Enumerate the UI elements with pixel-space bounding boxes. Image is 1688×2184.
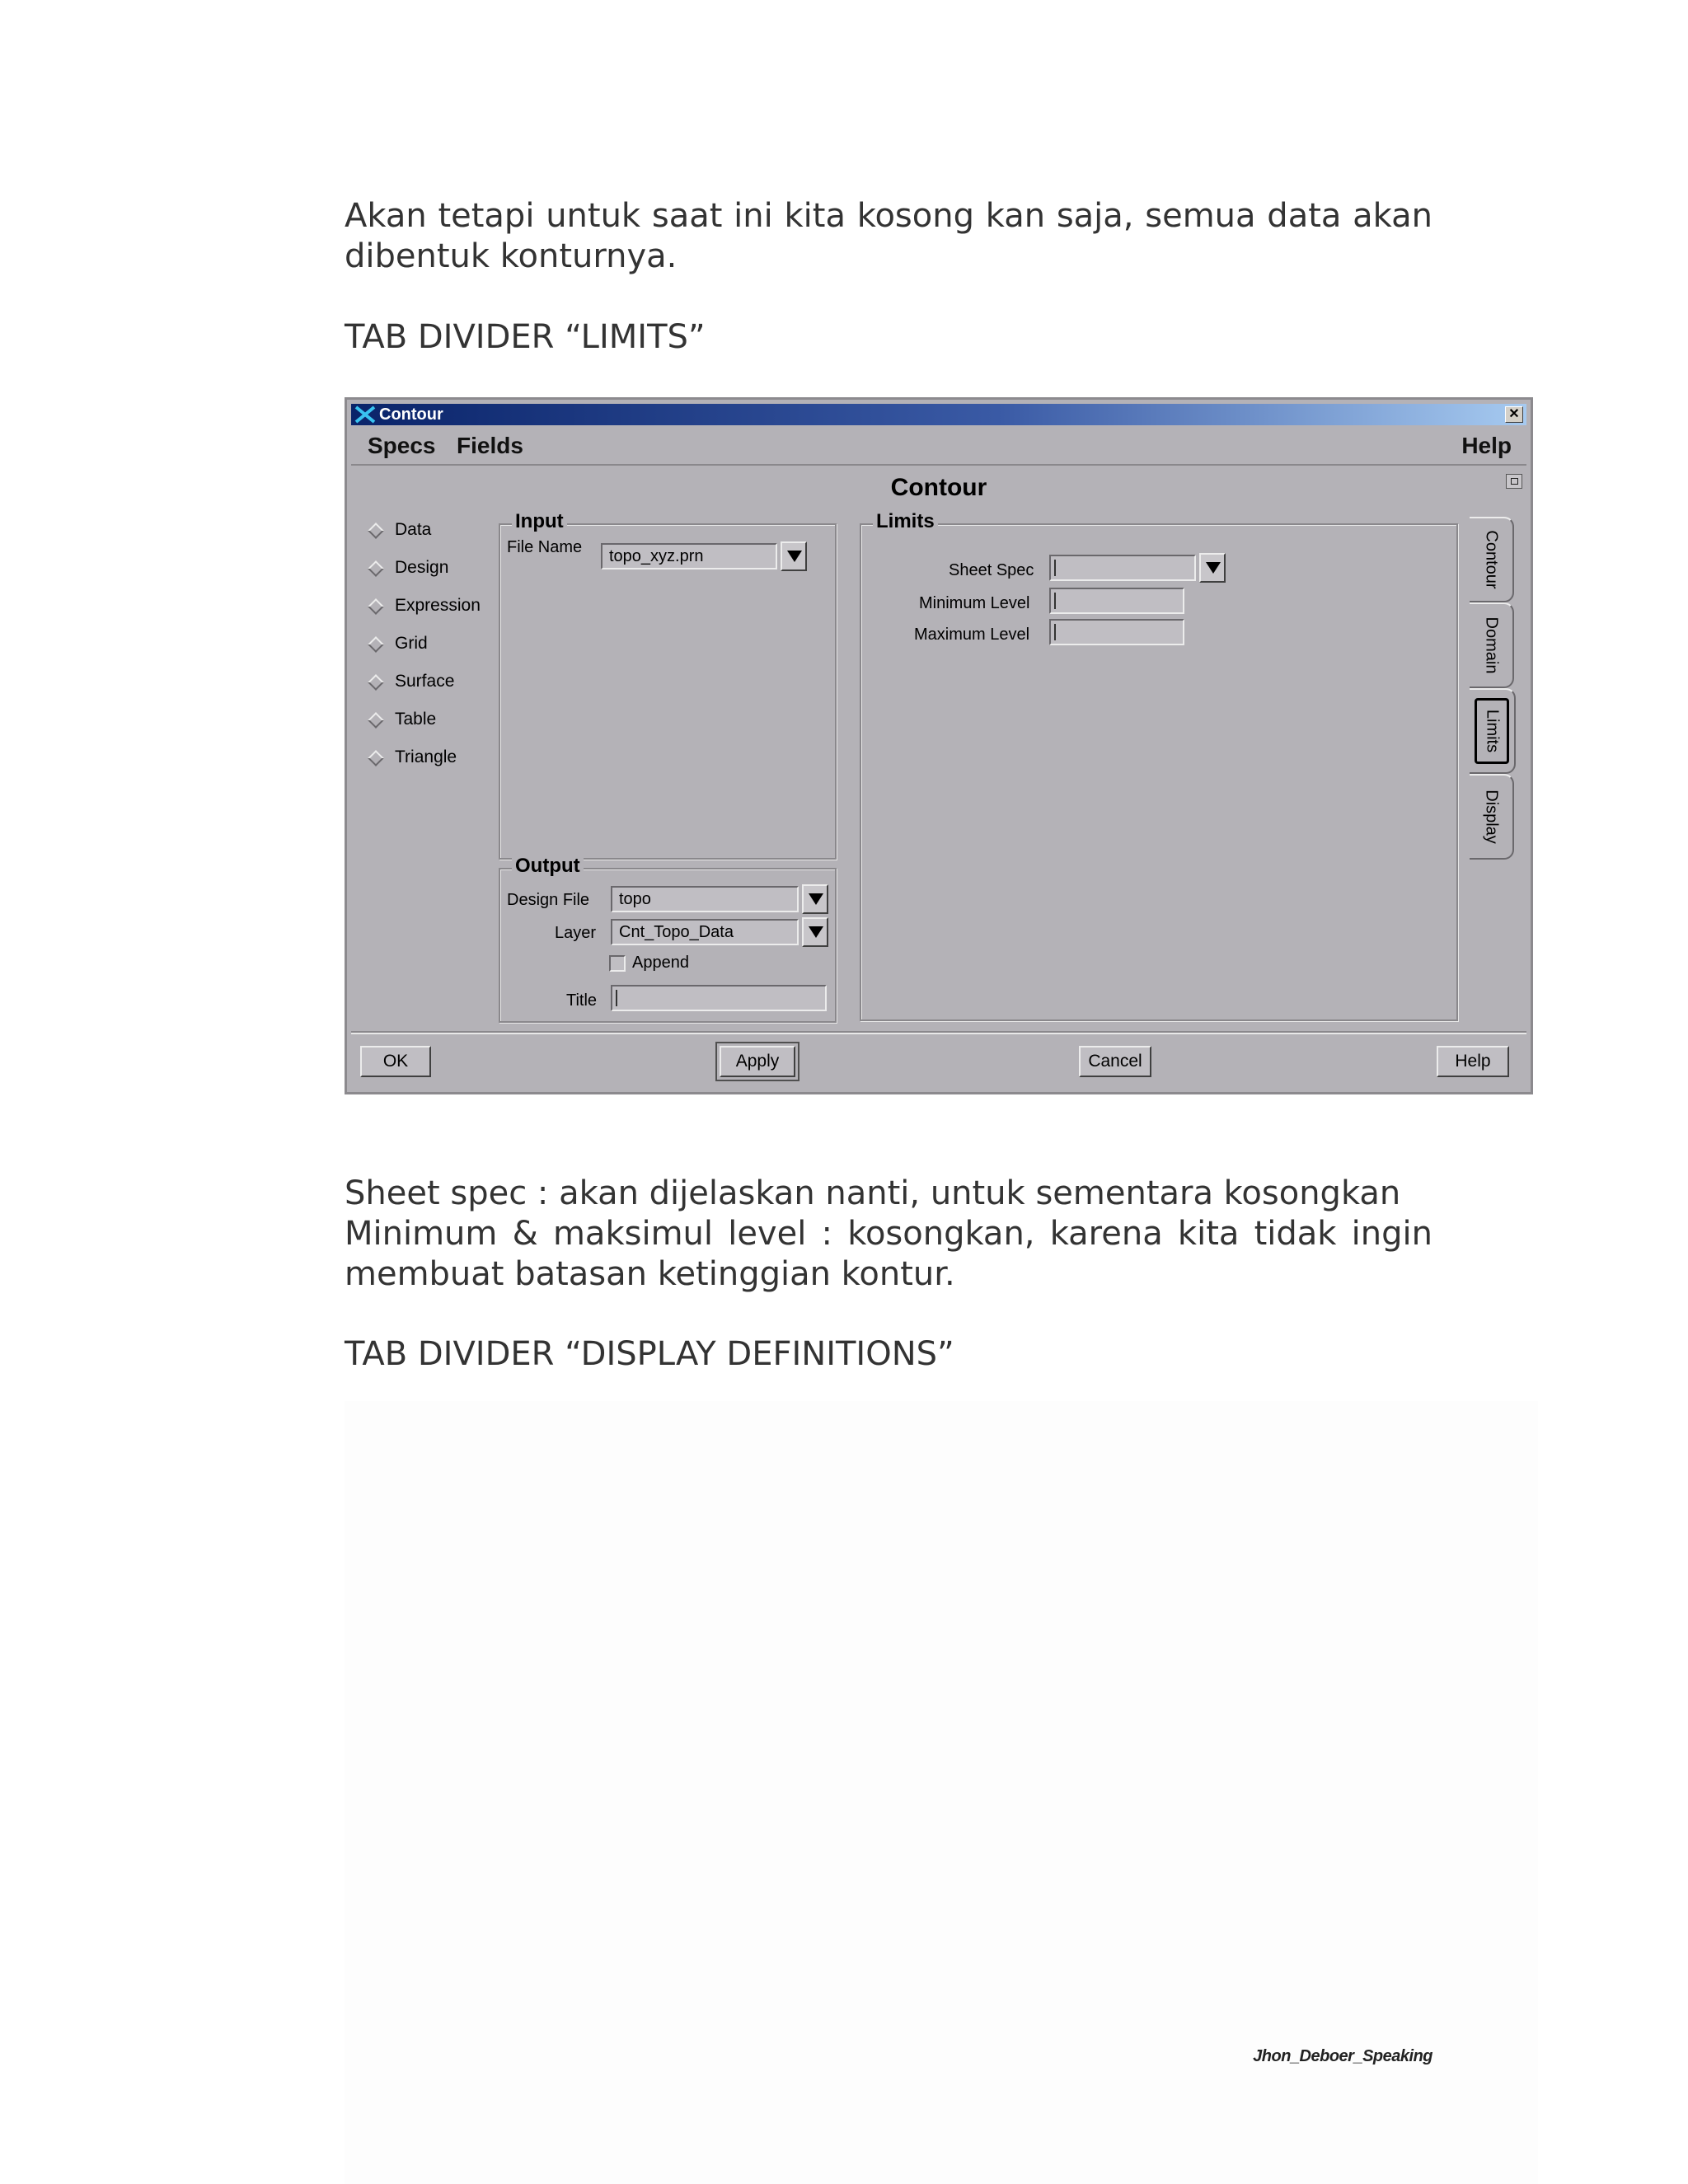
file-name-dropdown-icon[interactable] [781,541,807,571]
limits-group [860,510,1458,1021]
radio-icon [368,750,384,766]
heading-display-definitions: TAB DIVIDER “DISPLAY DEFINITIONS” [345,1335,954,1373]
radio-icon [368,560,384,577]
radio-icon [368,712,384,729]
append-label: Append [632,954,689,972]
sheet-spec-dropdown-icon[interactable] [1199,553,1226,583]
text-cursor-icon [616,990,617,1006]
maximize-icon[interactable] [1506,474,1522,489]
radio-icon [368,598,384,615]
limits-group-label: Limits [873,510,938,533]
paragraph-sheet-spec: Sheet spec : akan dijelaskan nanti, untuk sementara kosongkan [345,1174,1401,1212]
layer-label: Layer [555,924,597,942]
append-checkbox[interactable] [609,955,626,972]
paragraph-levels: Minimum & maksimul level : kosongkan, karena kita tidak ingin membuat batasan ketinggian kontur. [345,1215,1432,1293]
close-icon[interactable]: ✕ [1505,406,1523,423]
minimum-level-input[interactable] [1049,588,1184,614]
menu-help[interactable]: Help [1461,433,1512,458]
ok-button[interactable]: OK [360,1046,431,1077]
input-group [499,510,837,860]
sheet-spec-input[interactable] [1049,555,1196,581]
file-name-input[interactable]: topo_xyz.prn [601,543,777,569]
layer-dropdown-icon[interactable] [802,917,828,947]
file-name-label: File Name [507,538,583,556]
tab-limits[interactable]: Limits [1470,688,1516,774]
cancel-button[interactable]: Cancel [1079,1046,1151,1077]
apply-button[interactable]: Apply [720,1046,795,1077]
design-file-input[interactable]: topo [611,886,799,912]
maximum-level-label: Maximum Level [914,626,1030,644]
menu-bar [351,428,1526,466]
menu-fields[interactable]: Fields [457,433,523,458]
paragraph-intro: Akan tetapi untuk saat ini kita kosong kan saja, semua data akan dibentuk konturnya. [345,197,1432,275]
input-group-label: Input [512,510,567,533]
button-bar-divider [351,1031,1526,1033]
title-label: Title [566,991,598,1010]
minimum-level-label: Minimum Level [919,594,1030,612]
radio-icon [368,636,384,653]
heading-limits: TAB DIVIDER “LIMITS” [345,318,706,356]
text-cursor-icon [1054,624,1056,640]
sheet-spec-label: Sheet Spec [949,561,1034,579]
maximum-level-input[interactable] [1049,619,1184,645]
footer-signature: Jhon_Deboer_Speaking [1253,2047,1432,2065]
output-group-label: Output [512,855,584,878]
layer-input[interactable]: Cnt_Topo_Data [611,919,799,945]
design-file-label: Design File [507,891,590,909]
tab-domain[interactable]: Domain [1470,602,1514,688]
tab-contour[interactable]: Contour [1470,517,1514,602]
tab-display[interactable]: Display [1470,774,1514,860]
help-button[interactable]: Help [1437,1046,1509,1077]
page-lower-area [345,1401,1538,2184]
dialog-heading: Contour [890,474,987,501]
title-bar[interactable] [351,404,1526,425]
radio-icon [368,523,384,539]
title-input[interactable] [611,985,827,1011]
app-logo-icon [354,405,376,424]
output-group [499,855,837,1023]
window-title: Contour [379,405,443,424]
text-cursor-icon [1054,593,1056,609]
menu-specs[interactable]: Specs [368,433,436,458]
radio-icon [368,674,384,691]
text-cursor-icon [1054,560,1056,576]
contour-dialog: Contour ✕ Specs Fields Help Contour Data Design Expression Grid Surface Table Triangle Input File Name topo_xyz.prn Output Design File topo Layer Cnt_Topo_Data Append Title Limits Sheet Spec Minimum Level Maximum Level Contour Domain Limits Display OK Apply Cancel Help [345,397,1533,1094]
design-file-dropdown-icon[interactable] [802,884,828,914]
